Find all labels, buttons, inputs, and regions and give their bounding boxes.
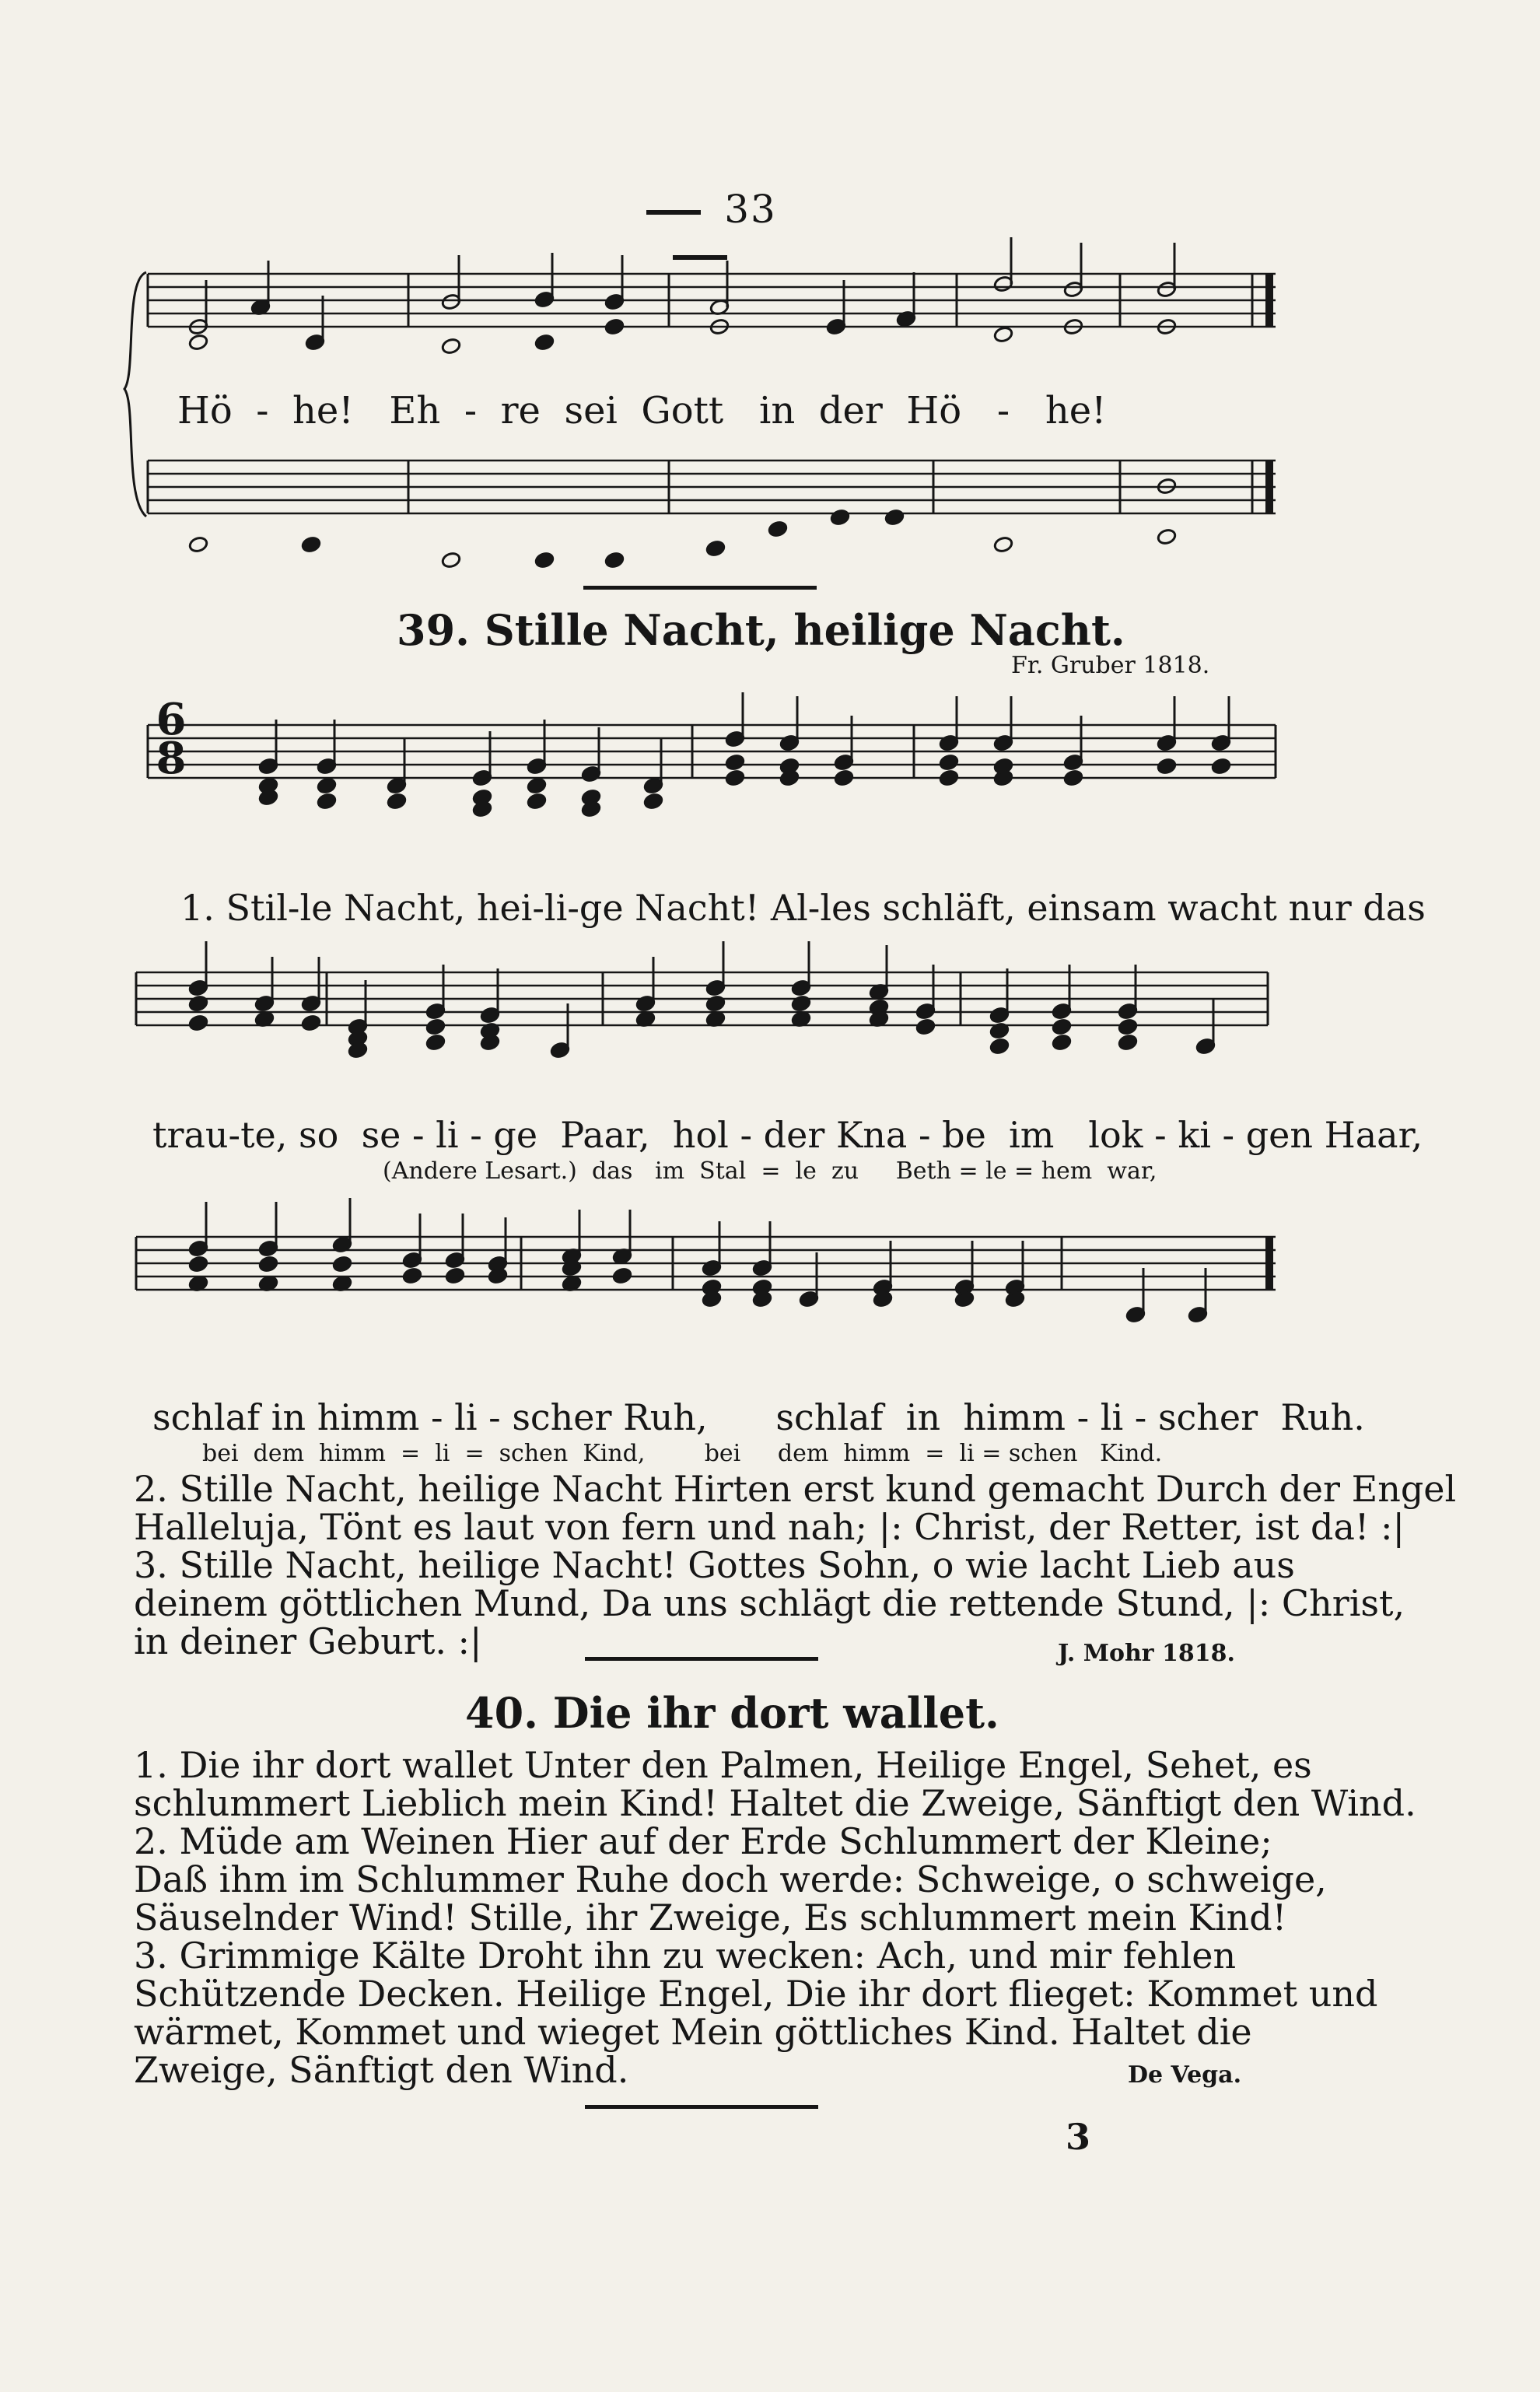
page-number-text: 33	[724, 187, 777, 232]
verse-line: deinem göttlichen Mund, Da uns schlägt die rettende Stund, |: Christ,	[134, 1582, 1405, 1624]
note-head	[188, 1014, 208, 1032]
verse-line: Schützende Decken. Heilige Engel, Die ihr dort flieget: Kommet und	[134, 1973, 1378, 2015]
song-39-lyrics-3: schlaf in himm - li - scher Ruh, schlaf in himm - li - scher Ruh.	[152, 1396, 1365, 1438]
time-signature-bottom: 8	[156, 733, 187, 784]
note-head	[1118, 1018, 1138, 1036]
note-head	[612, 1267, 632, 1285]
verse-line: wärmet, Kommet und wieget Mein göttliches Kind. Haltet die	[134, 2011, 1252, 2053]
song-39-lyrics-3-alt: bei dem himm = li = schen Kind, bei dem himm = li = schen Kind.	[202, 1440, 1163, 1467]
note-head	[188, 995, 208, 1013]
note-head	[915, 1018, 936, 1036]
song-39-composer: Fr. Gruber 1818.	[1011, 652, 1210, 679]
note-head	[725, 754, 745, 772]
note-head	[768, 520, 788, 538]
brace	[124, 272, 146, 517]
song-39-verses	[134, 1468, 1457, 1662]
verse-line: 1. Die ihr dort wallet Unter den Palmen, Heilige Engel, Sehet, es	[134, 1744, 1312, 1786]
note-head	[534, 334, 555, 352]
note-head	[1063, 769, 1083, 787]
note-head	[188, 1256, 208, 1273]
divider-rule	[583, 586, 817, 590]
song-39-lyrics-2: trau-te, so se - li - ge Paar, hol - der Kna - be im lok - ki - gen Haar,	[152, 1114, 1423, 1156]
song-40-title: 40. Die ihr dort wallet.	[465, 1688, 999, 1738]
note-head	[604, 318, 625, 336]
song-40-author: De Vega.	[1128, 2061, 1242, 2089]
verse-line: 3. Stille Nacht, heilige Nacht! Gottes Sohn, o wie lacht Lieb aus	[134, 1544, 1295, 1586]
note-head	[441, 338, 461, 355]
note-head	[332, 1256, 352, 1273]
note-head	[317, 777, 337, 795]
note-head	[188, 334, 208, 352]
verse-line: 3. Grimmige Kälte Droht ihn zu wecken: Ach, und mir fehlen	[134, 1935, 1237, 1977]
note-head	[1052, 1034, 1072, 1052]
verse-line: Daß ihm im Schlummer Ruhe doch werde: Schweige, o schweige,	[134, 1858, 1327, 1900]
divider-rule	[585, 2105, 818, 2109]
note-head	[258, 1256, 278, 1273]
note-head	[441, 552, 461, 569]
note-head	[425, 1018, 446, 1036]
song-40-text	[134, 1744, 1416, 2091]
time-signature-top: 6	[156, 694, 187, 745]
verse-line: Halleluja, Tönt es laut von fern und nah; |: Christ, der Retter, ist da! :|	[134, 1506, 1405, 1548]
note-head	[834, 769, 854, 787]
note-head	[1118, 1034, 1138, 1052]
note-head	[425, 1034, 446, 1052]
song-39-lyrics-2-alt: (Andere Lesart.) das im Stal = le zu Beth = le = hem war,	[383, 1157, 1157, 1185]
verse-line: 2. Müde am Weinen Hier auf der Erde Schlummert der Kleine;	[134, 1820, 1272, 1862]
note-head	[188, 536, 208, 554]
note-head	[301, 1014, 321, 1032]
note-head	[1157, 758, 1177, 776]
time-signature	[156, 694, 187, 784]
note-head	[705, 540, 726, 558]
note-head	[527, 793, 547, 811]
verse-line: in deiner Geburt. :|	[134, 1620, 482, 1662]
note-head	[830, 509, 850, 527]
song-39-lyrics-1: 1. Stil-le Nacht, hei-li-ge Nacht! Al-les schläft, einsam wacht nur das	[180, 887, 1426, 929]
verse-line: Zweige, Sänftigt den Wind.	[134, 2049, 629, 2091]
note-head	[317, 793, 337, 811]
note-head	[993, 536, 1013, 554]
note-head	[387, 793, 407, 811]
note-head	[445, 1267, 465, 1285]
verse-line: 2. Stille Nacht, heilige Nacht Hirten erst kund gemacht Durch der Engel	[134, 1468, 1457, 1510]
note-head	[1157, 528, 1177, 546]
note-head	[1211, 758, 1231, 776]
verse-line: Säuselnder Wind! Stille, ihr Zweige, Es schlummert mein Kind!	[134, 1896, 1287, 1938]
note-head	[884, 509, 905, 527]
note-head	[1052, 1018, 1072, 1036]
verse-line: schlummert Lieblich mein Kind! Haltet die Zweige, Sänftigt den Wind.	[134, 1782, 1416, 1824]
note-head	[527, 777, 547, 795]
song-39-author: J. Mohr 1818.	[1058, 1640, 1235, 1667]
divider-rule	[585, 1657, 818, 1661]
note-head	[402, 1267, 422, 1285]
note-head	[989, 1038, 1010, 1056]
note-head	[534, 552, 555, 569]
song-39-title: 39. Stille Nacht, heilige Nacht.	[397, 605, 1125, 655]
signature-mark: 3	[1066, 2116, 1091, 2158]
note-head	[643, 793, 663, 811]
note-head	[791, 995, 811, 1013]
note-head	[993, 326, 1013, 344]
note-head	[604, 552, 625, 569]
note-head	[301, 536, 321, 554]
note-head	[939, 754, 959, 772]
note-head	[705, 995, 726, 1013]
note-head	[939, 769, 959, 787]
top-lyrics: Hö - he! Eh - re sei Gott in der Hö - he!	[177, 389, 1107, 433]
note-head	[725, 769, 745, 787]
